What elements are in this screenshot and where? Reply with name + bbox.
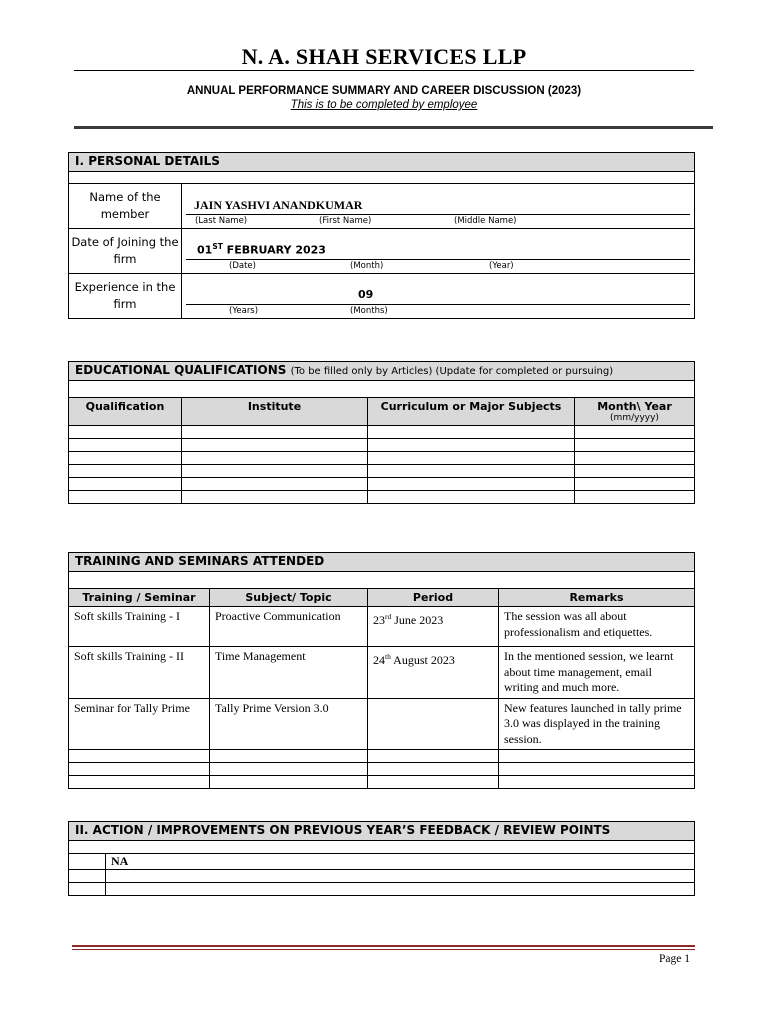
training-table: [68, 552, 695, 789]
form-instruction: This is to be completed by employee: [290, 99, 478, 111]
name-value: JAIN YASHVI ANANDKUMAR: [194, 198, 363, 212]
table-row[interactable]: [69, 439, 695, 452]
action-entry: NA: [106, 854, 695, 870]
col-institute: Institute: [182, 398, 368, 426]
table-row[interactable]: [69, 883, 695, 896]
col-training: Training / Seminar: [69, 589, 210, 607]
remarks-cell: In the mentioned session, we learnt about time management, email writing and much more.: [499, 647, 695, 699]
col-month-year: Month\ Year (mm/yyyy): [575, 398, 695, 426]
col-qualification: Qualification: [69, 398, 182, 426]
personal-details-header: I. PERSONAL DETAILS: [69, 153, 695, 172]
name-label: Name of the member: [69, 184, 182, 229]
table-row[interactable]: [69, 491, 695, 504]
doj-sub-date: (Date): [229, 261, 256, 271]
training-header: TRAINING AND SEMINARS ATTENDED: [69, 553, 695, 572]
period-cell: 23rd June 2023: [368, 607, 499, 647]
table-row: [69, 647, 695, 699]
footer-rule: [72, 945, 695, 947]
subject-cell: Time Management: [210, 647, 368, 699]
name-field[interactable]: [182, 184, 695, 229]
col-curriculum: Curriculum or Major Subjects: [368, 398, 575, 426]
col-subject: Subject/ Topic: [210, 589, 368, 607]
table-row[interactable]: [69, 776, 695, 789]
education-header: EDUCATIONAL QUALIFICATIONS (To be filled only by Articles) (Update for completed or pursuing): [69, 362, 695, 381]
name-sub-first: (First Name): [319, 216, 372, 226]
name-sub-last: (Last Name): [195, 216, 248, 226]
experience-value: 09: [358, 288, 374, 301]
period-cell: 24th August 2023: [368, 647, 499, 699]
table-row[interactable]: [69, 465, 695, 478]
remarks-cell: The session was all about professionalism and etiquettes.: [499, 607, 695, 647]
doj-sub-month: (Month): [350, 261, 384, 271]
table-row[interactable]: [69, 452, 695, 465]
page-number: Page 1: [659, 953, 690, 965]
table-row: [69, 698, 695, 750]
training-cell: Seminar for Tally Prime: [69, 698, 210, 750]
period-cell: [368, 698, 499, 750]
subject-cell: Proactive Communication: [210, 607, 368, 647]
training-cell: Soft skills Training - II: [69, 647, 210, 699]
experience-sub-years: (Years): [229, 306, 259, 316]
doj-label: Date of Joining the firm: [69, 229, 182, 274]
training-cell: Soft skills Training - I: [69, 607, 210, 647]
title-rule: [74, 70, 694, 71]
company-title: N. A. SHAH SERVICES LLP: [241, 44, 527, 69]
col-remarks: Remarks: [499, 589, 695, 607]
name-sub-middle: (Middle Name): [454, 216, 517, 226]
col-period: Period: [368, 589, 499, 607]
experience-sub-months: (Months): [350, 306, 388, 316]
footer-rule-thin: [72, 949, 695, 950]
subject-cell: Tally Prime Version 3.0: [210, 698, 368, 750]
doj-field[interactable]: [182, 229, 695, 274]
personal-details-table: [68, 152, 695, 319]
table-row[interactable]: [69, 426, 695, 439]
doj-value: 01ST FEBRUARY 2023: [197, 242, 326, 257]
table-row[interactable]: [69, 750, 695, 763]
table-row[interactable]: [69, 478, 695, 491]
action-header: II. ACTION / IMPROVEMENTS ON PREVIOUS YEAR’S FEEDBACK / REVIEW POINTS: [69, 822, 695, 841]
remarks-cell: New features launched in tally prime 3.0 was displayed in the training session.: [499, 698, 695, 750]
table-row[interactable]: [69, 870, 695, 883]
header-divider: [74, 126, 713, 129]
experience-label: Experience in the firm: [69, 274, 182, 319]
experience-field[interactable]: [182, 274, 695, 319]
table-row[interactable]: [69, 763, 695, 776]
action-table: [68, 821, 695, 896]
table-row[interactable]: [69, 854, 695, 870]
form-title: ANNUAL PERFORMANCE SUMMARY AND CAREER DISCUSSION (2023): [186, 85, 582, 97]
education-table: [68, 361, 695, 504]
table-row: [69, 607, 695, 647]
doj-sub-year: (Year): [489, 261, 514, 271]
